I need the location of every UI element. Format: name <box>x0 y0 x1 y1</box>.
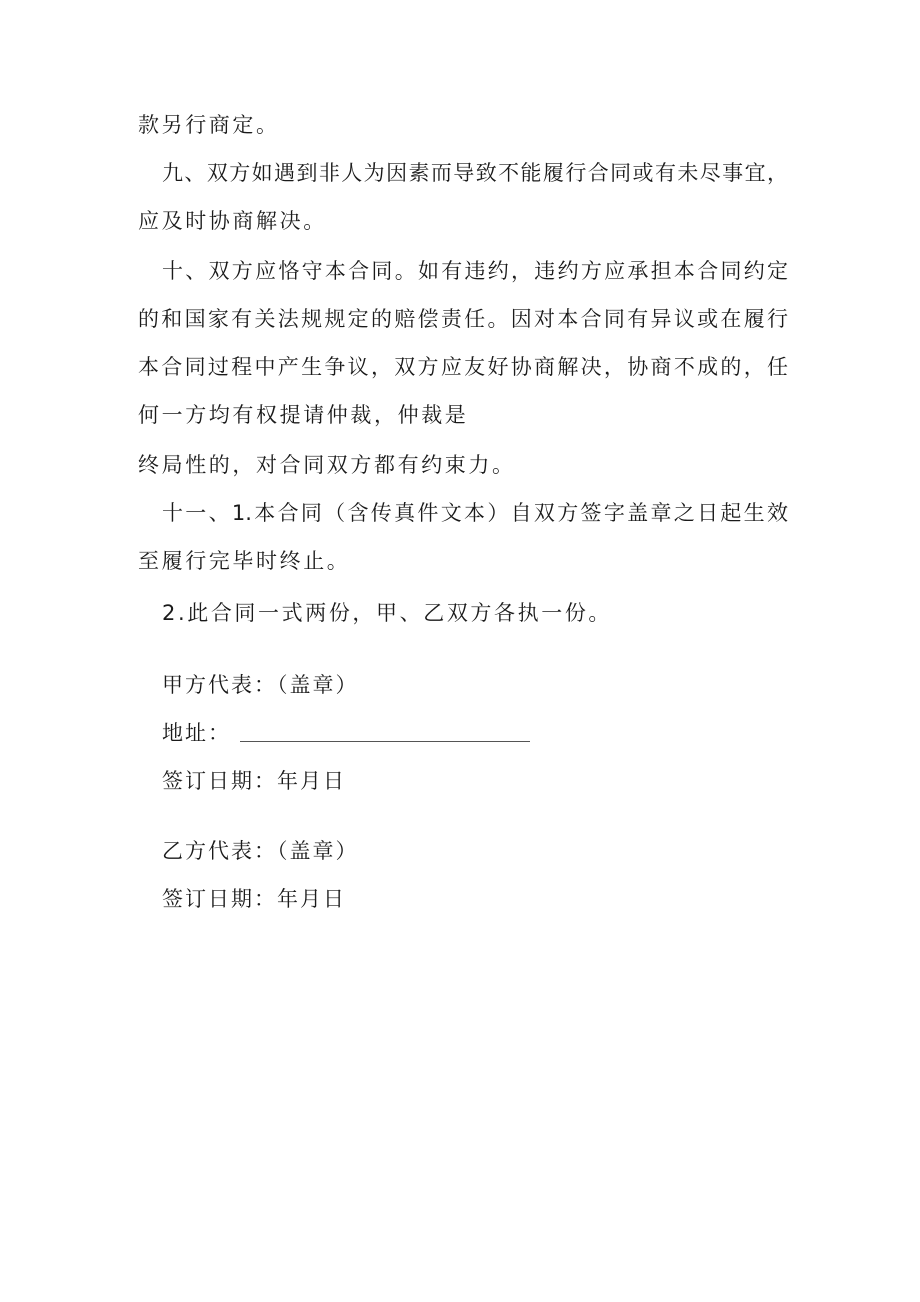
clause-10-line-5: 终局性的，对合同双方都有约束力。 <box>138 453 516 477</box>
clause-9-line-2: 应及时协商解决。 <box>138 209 327 233</box>
address-blank-line <box>240 741 530 742</box>
clause-11-line-2: 至履行完毕时终止。 <box>138 549 351 573</box>
clause-11-line-1: 十一、1.本合同（含传真件文本）自双方签字盖章之日起生效 <box>162 501 788 525</box>
party-a-representative: 甲方代表：（盖章） <box>162 673 359 697</box>
clause-10-line-4: 何一方均有权提请仲裁，仲裁是 <box>138 403 469 427</box>
text-line-1: 款另行商定。 <box>138 113 280 137</box>
clause-10-line-2: 的和国家有关法规规定的赔偿责任。因对本合同有异议或在履行 <box>138 307 788 331</box>
party-b-sign-date: 签订日期：年月日 <box>162 887 346 911</box>
clause-11-item-2: 2.此合同一式两份，甲、乙双方各执一份。 <box>162 601 613 625</box>
party-b-representative: 乙方代表：（盖章） <box>162 839 359 863</box>
clause-10-line-3: 本合同过程中产生争议，双方应友好协商解决，协商不成的，任 <box>138 355 788 379</box>
clause-10-line-1: 十、双方应恪守本合同。如有违约，违约方应承担本合同约定 <box>162 259 788 283</box>
address-label: 地址： <box>162 721 231 745</box>
clause-9-line-1: 九、双方如遇到非人为因素而导致不能履行合同或有未尽事宜， <box>162 161 788 185</box>
party-a-sign-date: 签订日期：年月日 <box>162 769 346 793</box>
